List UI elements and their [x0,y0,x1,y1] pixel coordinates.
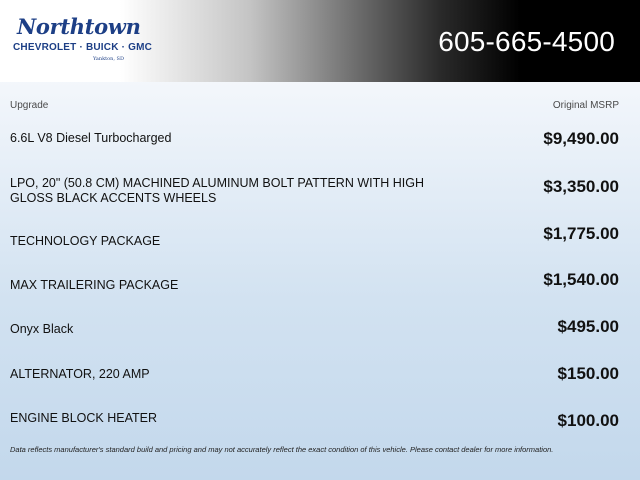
upgrade-item-price: $1,775.00 [543,224,619,243]
upgrade-item-label: TECHNOLOGY PACKAGE [10,234,161,248]
upgrade-item-label: LPO, 20" (50.8 CM) MACHINED ALUMINUM BOLT PATTERN WITH HIGH GLOSS BLACK ACCENTS WHEELS [10,176,424,205]
dealer-logo-brands: CHEVROLET · BUICK · GMC [13,42,153,53]
pricing-disclaimer: Data reflects manufacturer's standard build and pricing and may not accurately reflect the exact condition of this vehicle. Please contact dealer for more information. [10,445,554,454]
msrp-column-header: Original MSRP [552,100,619,111]
upgrade-item-price: $495.00 [557,317,619,336]
dealer-logo [10,14,153,66]
upgrade-item-price: $3,350.00 [543,177,619,196]
header-banner [0,0,640,82]
upgrade-item-label: ALTERNATOR, 220 AMP [10,367,150,381]
upgrade-item-label: ENGINE BLOCK HEATER [10,411,158,425]
upgrade-item-price: $9,490.00 [543,129,619,148]
upgrade-item-label: Onyx Black [10,322,74,336]
upgrade-column-header: Upgrade [10,100,49,111]
upgrade-item-price: $1,540.00 [543,270,619,289]
upgrade-item-label: 6.6L V8 Diesel Turbocharged [10,131,172,145]
upgrade-item-label: MAX TRAILERING PACKAGE [10,278,179,292]
dealer-phone: 605-665-4500 [438,26,615,57]
upgrade-item-price: $150.00 [557,364,619,383]
dealer-logo-name: Northtown [17,14,141,39]
upgrade-item-price: $100.00 [557,411,619,430]
dealer-logo-city: Yankton, SD [93,56,124,62]
